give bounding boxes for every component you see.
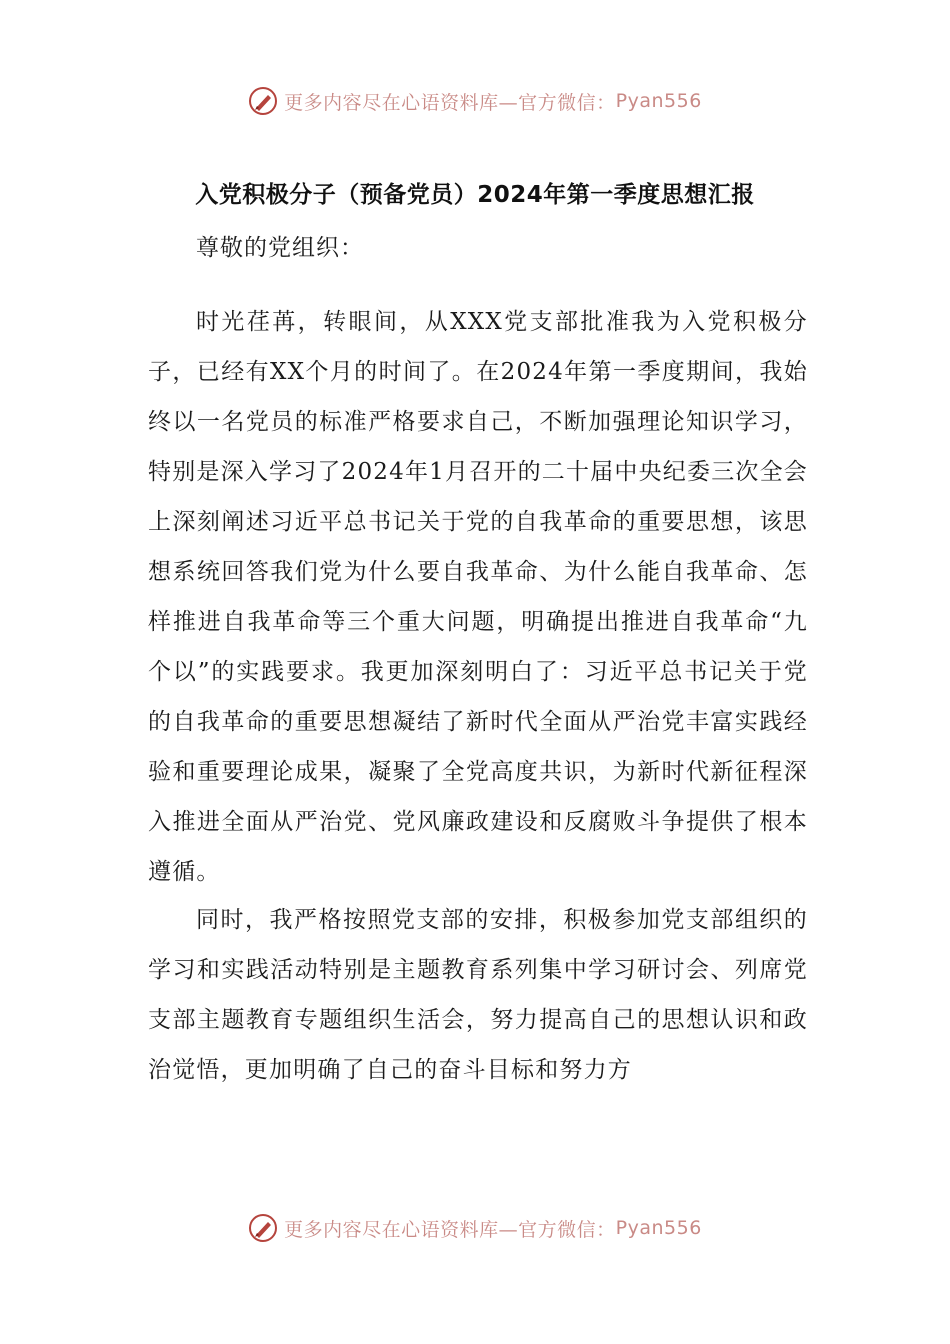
document-title: 入党积极分子（预备党员）2024年第一季度思想汇报 bbox=[195, 182, 755, 208]
pen-logo-icon bbox=[248, 1213, 278, 1243]
watermark-text: 更多内容尽在心语资料库—官方微信： bbox=[284, 91, 616, 114]
pen-logo-icon bbox=[248, 86, 278, 116]
watermark-handle: Pyan556 bbox=[615, 1217, 702, 1239]
footer-watermark bbox=[0, 1213, 950, 1243]
paragraph: 时光荏苒，转眼间，从XXX党支部批准我为入党积极分子，已经有XX个月的时间了。在2024年第一季度期间，我始终以一名党员的标准严格要求自己，不断加强理论知识学习，特别是深入学习了2024年1月召开的二十届中央纪委三次全会上深刻阐述习近平总书记关于党的自我革命的重要思想，该思想系统回答我们党为什么要自我革命、为什么能自我革命、怎样推进自我革命等三个重大问题，明确提出推进自我革命“九个以”的实践要求。我更加深刻明白了：习近平总书记关于党的自我革命的重要思想凝结了新时代全面从严治党丰富实践经验和重要理论成果，凝聚了全党高度共识，为新时代新征程深入推进全面从严治党、党风廉政建设和反腐败斗争提供了根本遵循。 bbox=[148, 309, 808, 885]
watermark-handle: Pyan556 bbox=[615, 90, 702, 112]
salutation: 尊敬的党组织： bbox=[196, 235, 364, 261]
header-watermark bbox=[0, 86, 950, 116]
paragraph: 同时，我严格按照党支部的安排，积极参加党支部组织的学习和实践活动特别是主题教育系列集中学习研讨会、列席党支部主题教育专题组织生活会，努力提高自己的思想认识和政治觉悟，更加明确了自己的奋斗目标和努力方 bbox=[148, 907, 808, 1083]
watermark-text: 更多内容尽在心语资料库—官方微信： bbox=[284, 1218, 616, 1241]
